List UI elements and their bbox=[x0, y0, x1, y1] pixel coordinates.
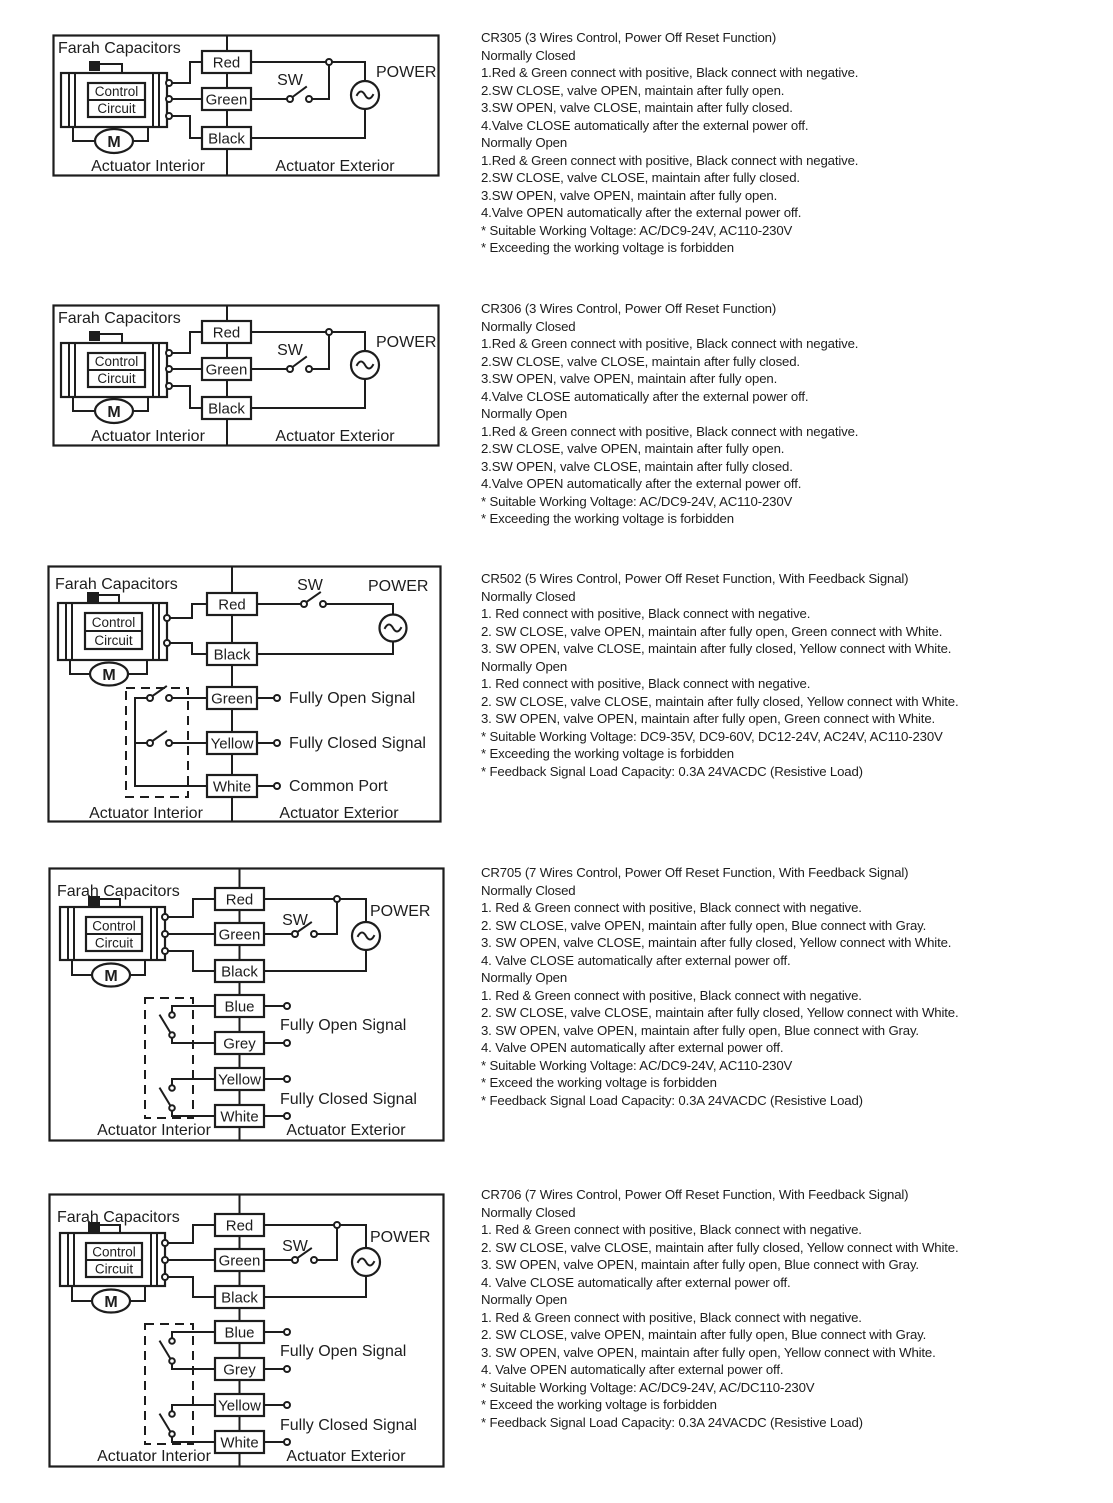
instruction-line: * Suitable Working Voltage: AC/DC9-24V, AC110-230V bbox=[481, 222, 793, 238]
motor-label: M bbox=[104, 1294, 118, 1311]
instruction-line: 4.Valve CLOSE automatically after the external power off. bbox=[481, 117, 809, 133]
instruction-line: 2. SW CLOSE, valve CLOSE, maintain after fully closed, Yellow connect with White. bbox=[481, 1005, 959, 1020]
farah-capacitors-label: Farah Capacitors bbox=[58, 310, 181, 327]
section-title: CR306 (3 Wires Control, Power Off Reset Function) bbox=[481, 301, 777, 316]
instruction-line: 4. Valve OPEN automatically after external power off. bbox=[481, 1040, 784, 1055]
instruction-lines bbox=[481, 47, 1111, 257]
power-label: POWER bbox=[368, 578, 429, 595]
instruction-line: Normally Closed bbox=[481, 47, 576, 63]
instructions-cr305 bbox=[481, 29, 1111, 257]
instruction-line: 4.Valve OPEN automatically after the external power off. bbox=[481, 476, 802, 491]
control-label: Control bbox=[94, 84, 139, 99]
control-label: Control bbox=[91, 615, 136, 630]
instruction-line: 3. SW OPEN, valve OPEN, maintain after fully open, Blue connect with Gray. bbox=[481, 1257, 919, 1272]
instruction-line: 3. SW OPEN, valve CLOSE, maintain after fully closed, Yellow connect with White. bbox=[481, 641, 952, 656]
instruction-line: 2.SW CLOSE, valve OPEN, maintain after fully open. bbox=[481, 82, 785, 98]
power-source-icon bbox=[352, 1248, 380, 1276]
wiring-diagram-cr502 bbox=[47, 565, 442, 823]
instruction-line: 2. SW CLOSE, valve CLOSE, maintain after fully closed, Yellow connect with White. bbox=[481, 693, 959, 709]
instruction-line: 1. Red & Green connect with positive, Black connect with negative. bbox=[481, 1222, 862, 1237]
instruction-line: * Exceed the working voltage is forbidden bbox=[481, 1075, 717, 1090]
instruction-line: 1. Red & Green connect with positive, Black connect with negative. bbox=[481, 900, 862, 915]
circuit-label: Circuit bbox=[94, 935, 134, 951]
instruction-line: 2.SW CLOSE, valve CLOSE, maintain after fully closed. bbox=[481, 353, 800, 369]
common-port-label: Common Port bbox=[289, 778, 388, 795]
wiring-diagram-cr306 bbox=[52, 304, 440, 447]
instruction-line: 1.Red & Green connect with positive, Black connect with negative. bbox=[481, 336, 859, 351]
wire-label-red: Red bbox=[225, 1217, 254, 1235]
power-source-icon bbox=[351, 351, 379, 379]
wire-label-black: Black bbox=[208, 130, 245, 148]
section-title: CR305 (3 Wires Control, Power Off Reset Function) bbox=[481, 30, 777, 45]
motor-label: M bbox=[107, 404, 121, 421]
instruction-line: Normally Closed bbox=[481, 588, 576, 604]
instructions-cr706 bbox=[481, 1186, 1111, 1431]
fully-open-signal-label: Fully Open Signal bbox=[280, 1343, 407, 1360]
actuator-interior-label: Actuator Interior bbox=[91, 428, 205, 445]
wire-label-yellow: Yellow bbox=[218, 1071, 261, 1089]
actuator-exterior-label: Actuator Exterior bbox=[286, 1448, 406, 1465]
instruction-line: 3.SW OPEN, valve OPEN, maintain after fully open. bbox=[481, 187, 778, 203]
actuator-interior-label: Actuator Interior bbox=[97, 1448, 211, 1465]
instruction-line: 2. SW CLOSE, valve OPEN, maintain after fully open, Blue connect with Gray. bbox=[481, 1327, 927, 1342]
wire-label-grey: Grey bbox=[223, 1035, 256, 1053]
instruction-line: * Exceeding the working voltage is forbidden bbox=[481, 240, 734, 255]
actuator-interior-label: Actuator Interior bbox=[91, 158, 205, 175]
instruction-line: 4. Valve OPEN automatically after external power off. bbox=[481, 1362, 784, 1377]
actuator-interior-label: Actuator Interior bbox=[97, 1122, 211, 1139]
sw-label: SW bbox=[277, 342, 303, 359]
wire-label-yellow: Yellow bbox=[218, 1397, 261, 1415]
instruction-line: 3. SW OPEN, valve OPEN, maintain after fully open, Green connect with White. bbox=[481, 711, 936, 726]
section-title: CR502 (5 Wires Control, Power Off Reset Function, With Feedback Signal) bbox=[481, 571, 909, 586]
instruction-line: 1.Red & Green connect with positive, Black connect with negative. bbox=[481, 152, 859, 168]
control-label: Control bbox=[92, 1244, 136, 1260]
sw-label: SW bbox=[282, 1238, 308, 1255]
motor-label: M bbox=[102, 667, 116, 684]
instruction-line: Normally Open bbox=[481, 135, 567, 150]
wire-label-red: Red bbox=[212, 324, 241, 342]
instruction-line: * Suitable Working Voltage: AC/DC9-24V, AC/DC110-230V bbox=[481, 1379, 815, 1395]
instruction-line: 4.Valve CLOSE automatically after the external power off. bbox=[481, 388, 809, 404]
wire-label-white: White bbox=[220, 1434, 259, 1452]
section-title: CR705 (7 Wires Control, Power Off Reset Function, With Feedback Signal) bbox=[481, 865, 909, 880]
control-label: Control bbox=[92, 918, 136, 934]
instruction-line: 4. Valve CLOSE automatically after external power off. bbox=[481, 1274, 791, 1290]
circuit-label: Circuit bbox=[97, 101, 136, 116]
fully-closed-signal-label: Fully Closed Signal bbox=[280, 1417, 417, 1434]
wire-label-green: Green bbox=[218, 926, 261, 944]
instruction-line: * Feedback Signal Load Capacity: 0.3A 24VACDC (Resistive Load) bbox=[481, 763, 863, 779]
farah-capacitors-label: Farah Capacitors bbox=[57, 883, 180, 900]
power-label: POWER bbox=[376, 64, 437, 81]
actuator-exterior-label: Actuator Exterior bbox=[286, 1122, 406, 1139]
wire-label-green: Green bbox=[205, 361, 248, 379]
wire-label-green: Green bbox=[211, 690, 253, 708]
instruction-line: * Suitable Working Voltage: DC9-35V, DC9-60V, DC12-24V, AC24V, AC110-230V bbox=[481, 728, 943, 744]
instructions-cr502 bbox=[481, 570, 1111, 780]
wire-label-white: White bbox=[220, 1108, 259, 1126]
wire-label-black: Black bbox=[221, 1289, 258, 1307]
wiring-diagram-cr706 bbox=[48, 1193, 445, 1468]
instruction-line: 3. SW OPEN, valve OPEN, maintain after fully open, Yellow connect with White. bbox=[481, 1344, 936, 1360]
power-source-icon bbox=[380, 615, 407, 642]
wire-label-green: Green bbox=[205, 91, 248, 109]
instruction-line: 1. Red & Green connect with positive, Black connect with negative. bbox=[481, 987, 862, 1003]
fully-closed-signal-label: Fully Closed Signal bbox=[280, 1091, 417, 1108]
instruction-line: 2. SW CLOSE, valve OPEN, maintain after fully open, Blue connect with Gray. bbox=[481, 917, 927, 933]
instruction-line: Normally Open bbox=[481, 406, 567, 421]
wire-label-red: Red bbox=[218, 596, 246, 614]
wire-label-blue: Blue bbox=[224, 998, 255, 1016]
farah-capacitors-label: Farah Capacitors bbox=[57, 1209, 180, 1226]
instruction-lines bbox=[481, 318, 1111, 528]
power-label: POWER bbox=[370, 903, 431, 920]
instruction-line: Normally Closed bbox=[481, 318, 576, 334]
power-source-icon bbox=[351, 81, 379, 109]
instruction-line: 2.SW CLOSE, valve OPEN, maintain after fully open. bbox=[481, 441, 785, 456]
instructions-cr306 bbox=[481, 300, 1111, 528]
wire-label-red: Red bbox=[212, 54, 241, 72]
fully-open-signal-label: Fully Open Signal bbox=[280, 1017, 407, 1034]
sw-label: SW bbox=[277, 72, 303, 89]
wire-label-green: Green bbox=[218, 1252, 261, 1270]
wire-label-white: White bbox=[212, 778, 252, 796]
instruction-line: 1. Red connect with positive, Black connect with negative. bbox=[481, 676, 811, 691]
instruction-line: 3.SW OPEN, valve CLOSE, maintain after fully closed. bbox=[481, 100, 793, 115]
instruction-lines bbox=[481, 1204, 1111, 1432]
instruction-line: * Suitable Working Voltage: AC/DC9-24V, AC110-230V bbox=[481, 1057, 793, 1073]
instruction-line: 3. SW OPEN, valve OPEN, maintain after fully open, Blue connect with Gray. bbox=[481, 1022, 919, 1038]
instruction-line: * Feedback Signal Load Capacity: 0.3A 24VACDC (Resistive Load) bbox=[481, 1092, 863, 1108]
instruction-line: 3.SW OPEN, valve CLOSE, maintain after fully closed. bbox=[481, 458, 793, 474]
fully-open-signal-label: Fully Open Signal bbox=[289, 690, 416, 707]
farah-capacitors-label: Farah Capacitors bbox=[58, 40, 181, 57]
instruction-line: Normally Open bbox=[481, 1292, 567, 1307]
motor-label: M bbox=[104, 968, 118, 985]
instruction-line: 4.Valve OPEN automatically after the external power off. bbox=[481, 205, 802, 220]
instruction-line: * Exceed the working voltage is forbidden bbox=[481, 1397, 717, 1412]
instruction-line: 1. Red & Green connect with positive, Black connect with negative. bbox=[481, 1309, 862, 1325]
instruction-line: 2. SW CLOSE, valve CLOSE, maintain after fully closed, Yellow connect with White. bbox=[481, 1239, 959, 1255]
actuator-exterior-label: Actuator Exterior bbox=[275, 158, 395, 175]
power-source-icon bbox=[352, 922, 380, 950]
instruction-line: * Exceeding the working voltage is forbidden bbox=[481, 746, 734, 761]
actuator-exterior-label: Actuator Exterior bbox=[279, 805, 399, 822]
sw-label: SW bbox=[297, 577, 323, 594]
power-label: POWER bbox=[370, 1229, 431, 1246]
wiring-diagram-cr305 bbox=[52, 34, 440, 177]
wiring-diagram-cr705 bbox=[48, 867, 445, 1142]
instruction-line: 1.Red & Green connect with positive, Black connect with negative. bbox=[481, 65, 859, 80]
circuit-label: Circuit bbox=[94, 1261, 134, 1277]
fully-closed-signal-label: Fully Closed Signal bbox=[289, 735, 426, 752]
motor-label: M bbox=[107, 134, 121, 151]
circuit-label: Circuit bbox=[94, 633, 133, 648]
circuit-label: Circuit bbox=[97, 371, 136, 386]
instruction-line: 4. Valve CLOSE automatically after external power off. bbox=[481, 952, 791, 968]
instruction-line: Normally Closed bbox=[481, 1204, 576, 1220]
instruction-line: 1. Red connect with positive, Black connect with negative. bbox=[481, 606, 811, 621]
section-title: CR706 (7 Wires Control, Power Off Reset Function, With Feedback Signal) bbox=[481, 1187, 909, 1202]
instructions-cr705 bbox=[481, 864, 1111, 1109]
wire-label-red: Red bbox=[225, 891, 254, 909]
instruction-line: 2.SW CLOSE, valve CLOSE, maintain after fully closed. bbox=[481, 170, 800, 185]
wire-label-black: Black bbox=[208, 400, 245, 418]
sw-label: SW bbox=[282, 912, 308, 929]
instruction-line: 3.SW OPEN, valve OPEN, maintain after fully open. bbox=[481, 371, 778, 386]
wire-label-yellow: Yellow bbox=[210, 735, 254, 753]
farah-capacitors-label: Farah Capacitors bbox=[55, 576, 178, 593]
instruction-line: Normally Open bbox=[481, 970, 567, 985]
instruction-lines bbox=[481, 882, 1111, 1110]
wire-label-blue: Blue bbox=[224, 1324, 255, 1342]
instruction-line: * Feedback Signal Load Capacity: 0.3A 24VACDC (Resistive Load) bbox=[481, 1414, 863, 1430]
power-label: POWER bbox=[376, 334, 437, 351]
instruction-line: 3. SW OPEN, valve CLOSE, maintain after fully closed, Yellow connect with White. bbox=[481, 935, 952, 950]
control-label: Control bbox=[94, 354, 139, 369]
instruction-line: * Exceeding the working voltage is forbidden bbox=[481, 511, 734, 526]
instruction-lines bbox=[481, 588, 1111, 781]
instruction-line: Normally Open bbox=[481, 658, 567, 674]
actuator-interior-label: Actuator Interior bbox=[89, 805, 203, 822]
instruction-line: Normally Closed bbox=[481, 882, 576, 898]
actuator-exterior-label: Actuator Exterior bbox=[275, 428, 395, 445]
wire-label-black: Black bbox=[221, 963, 258, 981]
instruction-line: 1.Red & Green connect with positive, Black connect with negative. bbox=[481, 423, 859, 439]
wire-label-black: Black bbox=[213, 646, 251, 664]
instruction-line: 2. SW CLOSE, valve OPEN, maintain after fully open, Green connect with White. bbox=[481, 623, 943, 639]
instruction-line: * Suitable Working Voltage: AC/DC9-24V, AC110-230V bbox=[481, 493, 793, 509]
wire-label-grey: Grey bbox=[223, 1361, 256, 1379]
